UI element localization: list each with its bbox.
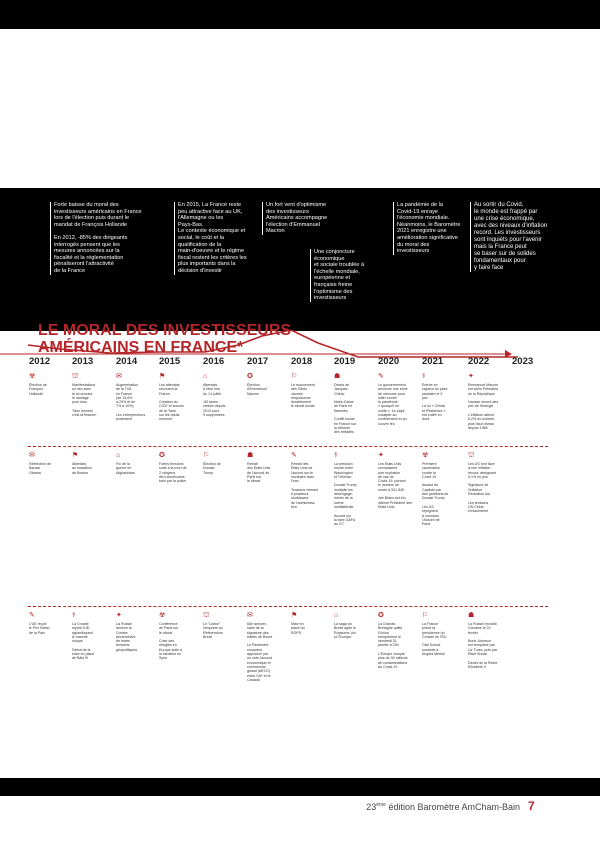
event-text-row3: Mise en place du RGPD — [291, 622, 305, 635]
event-text-row3: Le "Leave" l'emporte au Référendum Brexit — [203, 622, 223, 639]
event-icon: ⚕ — [422, 373, 426, 380]
event-text-row1: Attentats à Nice lors du 14 juillet -50 taxes créées depuis 2010 pour 9 supprimées — [203, 383, 226, 418]
event-text-row2: Première vaccination contre la Covid 19 Assaut du Capitole par des partisans de Donald Trump Les US rejoignent à nouveau l'Accord de Paris — [422, 462, 449, 527]
event-text-row2: Les Etats Unis connaissent une explosion de cas de Covid-19, portant le nombre de morts à 341 845 Joe Biden est élu 46ème Président des Etats Unis — [378, 462, 412, 509]
band-note-covid: La pandémie de la Covid-19 enraye l'économie mondiale. Néanmoins, le Baromètre 2021 enregistre une amélioration significative du moral des investisseurs — [393, 202, 460, 255]
separator-2 — [28, 606, 548, 607]
event-icon: ⚑ — [72, 452, 79, 459]
event-text-row2: Élection de Donald Trump — [203, 462, 221, 475]
year-label: 2014 — [116, 356, 138, 367]
event-text-row1: Décès de Jacques Chirac Notre-Dame de Paris en flammes Conflit social en France sur la réforme des retraites — [334, 383, 357, 435]
event-text-row2: Les US font face à une inflation record, atteignant 9,1% en juin Signature de l'Inflation Reduction Act Les tensions US-Chine s'exacerbent — [468, 462, 496, 514]
footer-edition: 23ème édition Baromètre AmCham-Bain — [366, 802, 520, 812]
event-text-row1: Le mouvement des Gilets Jaunes empoisonne durablement le climat social — [291, 383, 315, 409]
event-text-row1: Manifestations en lien avec la loi ouvrant le mariage pour tous "Mon ennemi c'est la finance" — [72, 383, 97, 418]
band-note-conjoncture: Une conjoncture économique et sociale troublée à l'échelle mondiale, européenne et française freine l'optimisme des investisseurs — [310, 249, 364, 302]
event-icon: ⛫ — [72, 373, 79, 380]
event-icon: ✎ — [291, 452, 297, 459]
separator-1 — [28, 446, 548, 447]
event-icon: ⌂ — [334, 612, 339, 619]
event-text-row3: L'UE reçoit le Prix Nobel de la Paix — [29, 622, 50, 635]
event-text-row1: Entrée en vigueur du pass sanitaire le 9 juin La loi « Climat et Résilience » est votée en Août — [422, 383, 448, 422]
event-icon: ☢ — [29, 373, 36, 380]
event-text-row3: La Russie envahit l'Ukraine le 24 février Boris Johnson est remplacé par Liz Truss, puis par Rishi Sunak Décès de la Reine Elizabeth II — [468, 622, 498, 669]
event-text-row3: La saga du Brexit agite le Royaume-Uni et l'Europe. — [334, 622, 356, 639]
year-label: 2017 — [247, 356, 269, 367]
event-text-row2: Retrait des Etats Unis de l'accord de Paris sur le climat — [247, 462, 271, 484]
event-text-row2: Réélection de Barack Obama — [29, 462, 51, 475]
top-black-bar — [0, 0, 600, 29]
year-label: 2016 — [203, 356, 225, 367]
event-text-row3: Conférence de Paris sur le climat Crise des réfugiés en Europe suite à la situation en Syrie — [159, 622, 183, 661]
year-label: 2022 — [468, 356, 490, 367]
event-icon: ⚐ — [203, 452, 210, 459]
year-label: 2015 — [159, 356, 181, 367]
event-icon: ⚕ — [72, 612, 76, 619]
event-icon: ✉ — [29, 452, 35, 459]
event-icon: ✉ — [116, 373, 122, 380]
event-icon: ⚐ — [422, 612, 429, 619]
event-icon: ⌂ — [116, 452, 121, 459]
event-icon: ⛫ — [468, 452, 475, 459]
event-text-row1: Emmanuel Macron est réélu Président de la République Hausse record des prix de l'énergie L'inflation atteint 6,2% en octobre, plus haut niveau depuis 1985 — [468, 383, 499, 430]
page-title: LE MORAL DES INVESTISSEURS AMÉRICAINS EN FRANCE* — [38, 322, 292, 356]
event-icon: ☗ — [334, 373, 341, 380]
page-number: 7 — [528, 799, 535, 813]
event-text-row1: Élection d'Emmanuel Macron — [247, 383, 267, 396]
event-text-row2: La pression monte entre Washington et Téhéran Donald Trump multiplie les désengage- ments de la scène multilatérale Accord sur la taxe GAFA au G7 — [334, 462, 357, 527]
event-text-row3: La France prend la présidence du Conseil de l'EU Olaf Scholz succède à Angela Merkel — [422, 622, 447, 657]
event-text-row2: Fortes tensions suite à la mort de 2 citoyens Afro-Américains tués par la police — [159, 462, 187, 484]
event-text-row1: Élection de François Hollande — [29, 383, 47, 396]
event-icon: ⚕ — [334, 452, 338, 459]
event-text-row1: Augmentation de la TVA en France (de 19,6% à 20% et de 7% à 10%) Les entrepreneurs protestent — [116, 383, 146, 422]
event-icon: ☢ — [422, 452, 429, 459]
band-note-hollande: Forte baisse du moral des investisseurs américains en France lors de l'élection puis durant le mandat de François Hollande En 2012, -85% des dirigeants interrogés pensent que les mesures annoncées sur la fiscalité et la réglementation pénaliseront l'attractivité de la France — [50, 202, 142, 275]
year-label: 2023 — [512, 356, 534, 367]
event-icon: ✦ — [378, 452, 384, 459]
event-icon: ⌂ — [203, 373, 208, 380]
event-icon: ⛫ — [203, 612, 210, 619]
moral-curve — [28, 330, 518, 357]
band-note-2015: En 2015, La France reste peu attractive face au UK, l'Allemagne ou les Pays-Bas. Le contexte économique et social, le coût et la qualification de la main-d'oeuvre et le régime fiscal restent les critères les plus importants dans la décision d'investir — [174, 202, 247, 275]
event-icon: ☢ — [159, 612, 166, 619]
band-note-inflation: Au sortir du Covid, le monde est frappé par une crise économique, avec des niveaux d'inflation record. Les investisseurs sont inquiets pour l'avenir mais la France peut se baser sur de solides fondamentaux pour y faire face — [470, 202, 547, 272]
band-note-macron: Un fort vent d'optimisme des investisseurs Américains accompagne l'élection d'Emmanuel Macron — [262, 202, 327, 235]
event-icon: ☗ — [247, 452, 254, 459]
event-icon: ⚐ — [291, 373, 298, 380]
event-text-row2: Retrait des Etats Unis de l'accord sur le nucléaire avec l'Iran Tensions menant à plusieurs shutdowns de l'administra- tion — [291, 462, 319, 509]
event-icon: ✉ — [247, 612, 253, 619]
event-icon: ✎ — [29, 612, 35, 619]
event-icon: ✦ — [116, 612, 122, 619]
bottom-black-bar — [0, 778, 600, 796]
event-icon: ✪ — [378, 612, 384, 619]
year-label: 2018 — [291, 356, 313, 367]
event-text-row2: Fin de la guerre en Afghanistan — [116, 462, 135, 475]
event-text-row3: La Russie annexe la Crimée déclenchant de fortes tensions géopolitiques — [116, 622, 138, 652]
year-label: 2012 — [29, 356, 51, 367]
event-text-row3: La Croatie rejoint l'UE, agrandissant le marché unique Début de la mise en place de Bâle III — [72, 622, 95, 661]
event-icon: ☗ — [468, 612, 475, 619]
year-label: 2021 — [422, 356, 444, 367]
event-icon: ⚑ — [291, 612, 298, 619]
year-label: 2020 — [378, 356, 400, 367]
event-icon: ✎ — [378, 373, 384, 380]
event-text-row2: Attentats au marathon de Boston — [72, 462, 93, 475]
year-label: 2019 — [334, 356, 356, 367]
event-text-row3: La Grande- Bretagne quitte l'Union européenne le vendredi 31 janvier à 23h L'Europe compte plus de 30 millions de contaminations au Covid-19 — [378, 622, 408, 669]
event-text-row3: 60e anniver- saire de la signature des traités de Rome Le Parlement européen approuve par un vote l'accord économique et commercial global (AECG) entre l'UE et le Canada — [247, 622, 273, 682]
event-icon: ⚑ — [159, 373, 166, 380]
event-text-row1: Les attentats secouent la France Création du CICE et succès de la "taxe sur les hauts revenus" — [159, 383, 184, 422]
event-icon: ✦ — [468, 373, 474, 380]
event-icon: ✪ — [159, 452, 165, 459]
year-label: 2013 — [72, 356, 94, 367]
event-text-row1: Le gouvernement annonce une série de mesures pour lutter contre la pandémie « quoiqu'il en coûte ». Le pays s'adapte au confinement et au couvre feu — [378, 383, 408, 426]
event-icon: ✪ — [247, 373, 253, 380]
